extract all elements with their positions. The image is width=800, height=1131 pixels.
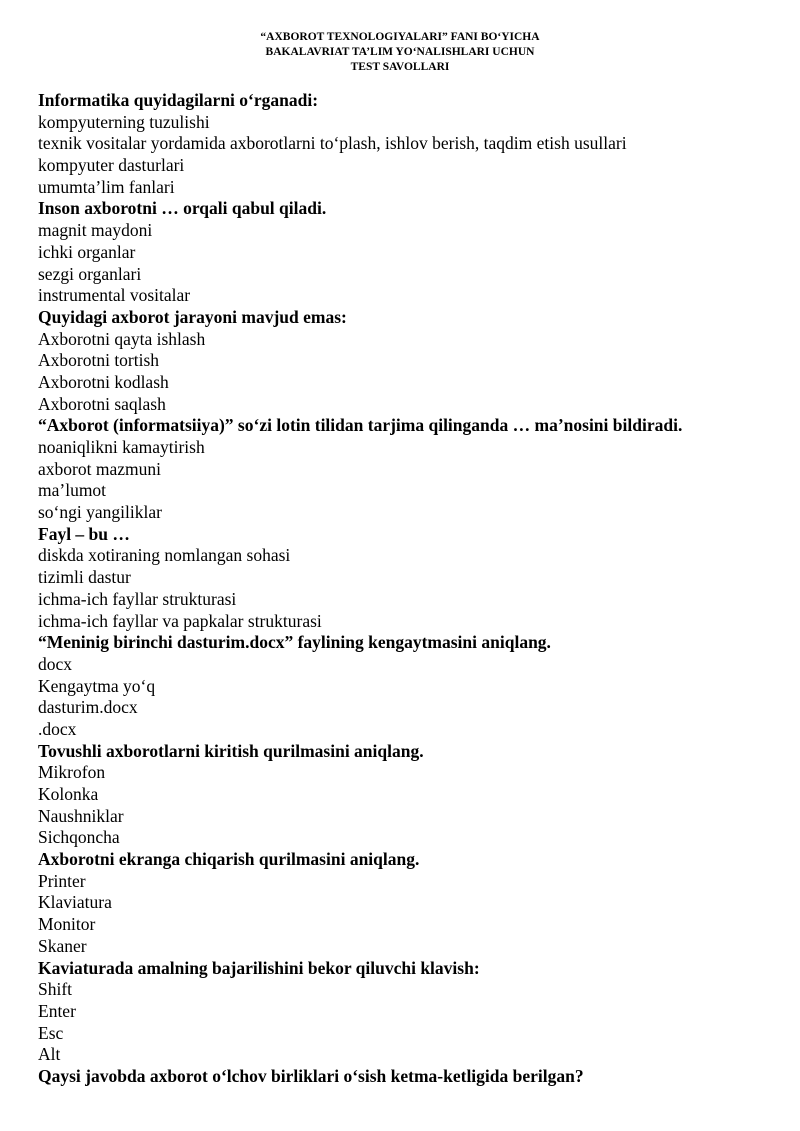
- question-text: “Axborot (informatsiiya)” so‘zi lotin tilidan tarjima qilinganda … ma’nosini bildiradi.: [38, 415, 683, 436]
- question-text: Axborotni ekranga chiqarish qurilmasini aniqlang.: [38, 849, 420, 870]
- question-block: [38, 415, 778, 523]
- answer-option: texnik vositalar yordamida axborotlarni to‘plash, ishlov berish, taqdim etish usullari: [38, 133, 627, 154]
- answer-option: tizimli dastur: [38, 567, 131, 588]
- question-text: Kaviaturada amalning bajarilishini bekor qiluvchi klavish:: [38, 957, 480, 978]
- answer-option: ichma-ich fayllar strukturasi: [38, 588, 237, 609]
- question-text: Informatika quyidagilarni o‘rganadi:: [38, 90, 319, 110]
- answer-option: ichki organlar: [38, 241, 136, 262]
- question-block: [38, 198, 778, 306]
- questions-list: [38, 90, 778, 1088]
- question-block: [38, 632, 778, 740]
- question-block: [38, 1066, 778, 1088]
- question-block: [38, 307, 778, 415]
- answer-option: sezgi organlari: [38, 263, 142, 284]
- answer-option: kompyuterning tuzulishi: [38, 111, 210, 132]
- document-header: [0, 30, 800, 75]
- question-text: Quyidagi axborot jarayoni mavjud emas:: [38, 306, 347, 327]
- answer-option: .docx: [38, 718, 77, 739]
- question-block: [38, 741, 778, 849]
- answer-option: Kolonka: [38, 784, 99, 804]
- question-block: [38, 90, 778, 198]
- answer-option: Axborotni kodlash: [38, 371, 169, 392]
- answer-option: Mikrofon: [38, 762, 106, 783]
- question-text: Tovushli axborotlarni kiritish qurilmasini aniqlang.: [38, 740, 424, 761]
- answer-option: axborot mazmuni: [38, 458, 161, 479]
- answer-option: Alt: [38, 1044, 61, 1065]
- answer-option: docx: [38, 653, 73, 674]
- header-line-3: TEST SAVOLLARI: [350, 61, 450, 73]
- question-text: “Meninig birinchi dasturim.docx” faylining kengaytmasini aniqlang.: [38, 632, 551, 653]
- answer-option: Esc: [38, 1022, 64, 1043]
- answer-option: Axborotni qayta ishlash: [38, 328, 206, 349]
- answer-option: Skaner: [38, 935, 87, 956]
- answer-option: Kengaytma yo‘q: [38, 675, 156, 696]
- question-block: [38, 958, 778, 1066]
- answer-option: Axborotni tortish: [38, 350, 160, 371]
- answer-option: umumta’lim fanlari: [38, 176, 175, 197]
- answer-option: dasturim.docx: [38, 697, 138, 718]
- answer-option: ichma-ich fayllar va papkalar strukturasi: [38, 610, 322, 631]
- answer-option: Axborotni saqlash: [38, 393, 166, 414]
- question-block: [38, 849, 778, 957]
- answer-option: Naushniklar: [38, 805, 124, 826]
- header-line-2: BAKALAVRIAT TA’LIM YO‘NALISHLARI UCHUN: [265, 46, 535, 58]
- answer-option: magnit maydoni: [38, 220, 153, 241]
- answer-option: Monitor: [38, 914, 96, 935]
- answer-option: Printer: [38, 870, 86, 891]
- answer-option: ma’lumot: [38, 480, 107, 501]
- answer-option: kompyuter dasturlari: [38, 155, 185, 176]
- question-block: [38, 524, 778, 632]
- answer-option: Enter: [38, 1000, 76, 1021]
- answer-option: Shift: [38, 979, 73, 1000]
- answer-option: instrumental vositalar: [38, 285, 191, 306]
- answer-option: Klaviatura: [38, 892, 112, 913]
- question-text: Fayl – bu …: [38, 523, 130, 544]
- answer-option: Sichqoncha: [38, 827, 120, 848]
- answer-option: noaniqlikni kamaytirish: [38, 437, 205, 457]
- question-text: Qaysi javobda axborot o‘lchov birliklari o‘sish ketma-ketligida berilgan?: [38, 1065, 584, 1086]
- header-line-1: “AXBOROT TEXNOLOGIYALARI” FANI BO‘YICHA: [260, 31, 540, 43]
- question-text: Inson axborotni … orqali qabul qiladi.: [38, 198, 327, 219]
- answer-option: so‘ngi yangiliklar: [38, 502, 162, 523]
- answer-option: diskda xotiraning nomlangan sohasi: [38, 545, 291, 566]
